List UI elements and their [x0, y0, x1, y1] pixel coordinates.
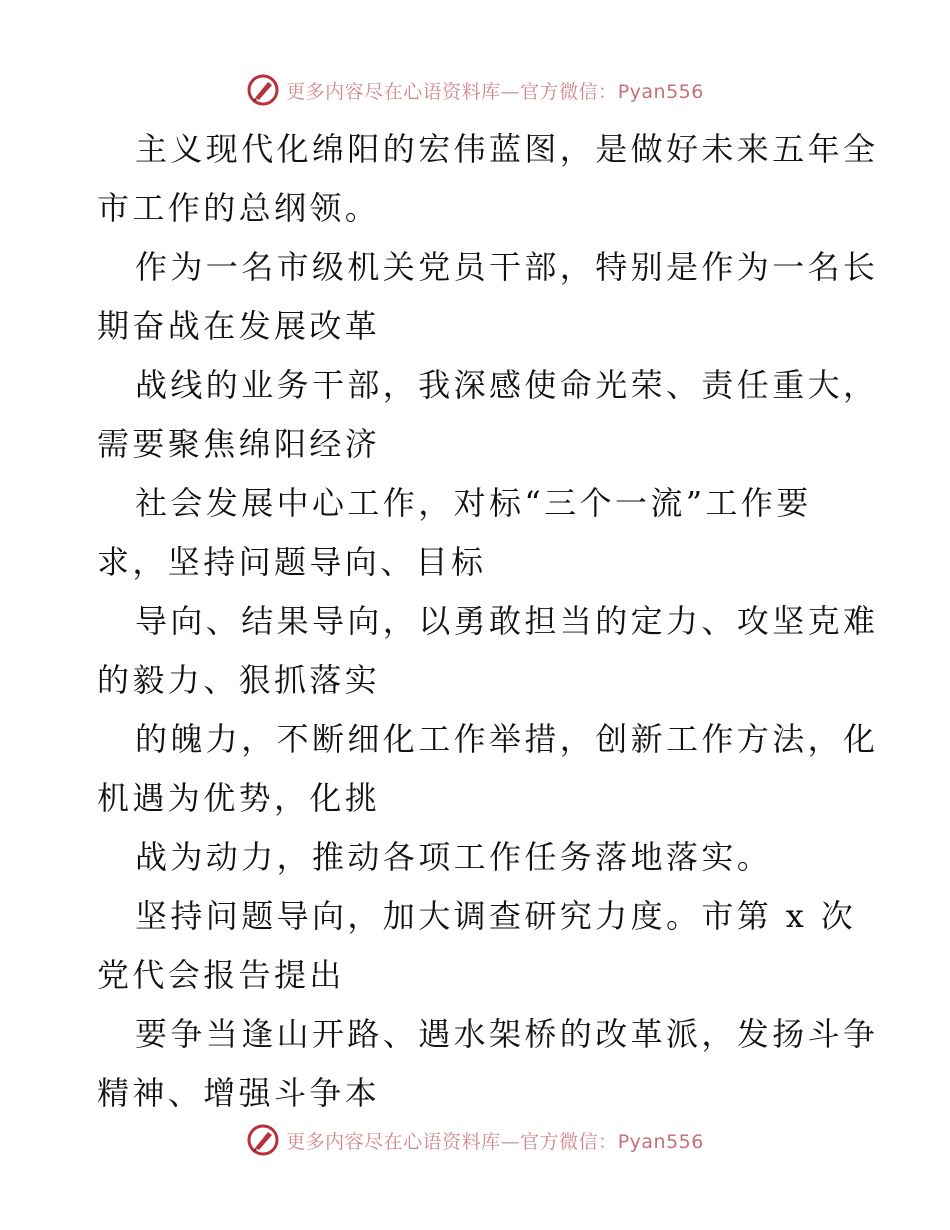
footer-watermark [0, 1120, 950, 1160]
paragraph-4: 社会发展中心工作，对标“三个一流”工作要 求，坚持问题导向、目标 [97, 484, 812, 581]
watermark-text: 更多内容尽在心语资料库—官方微信：Pyan556 [286, 1130, 704, 1153]
document-body [97, 120, 879, 1123]
paragraph-7: 战为动力，推动各项工作任务落地落实。 [135, 838, 773, 876]
watermark-text: 更多内容尽在心语资料库—官方微信：Pyan556 [286, 80, 704, 103]
paragraph-2: 作为一名市级机关党员干部，特别是作为一名长 期奋战在发展改革 [97, 248, 879, 345]
paragraph-1: 主义现代化绵阳的宏伟蓝图，是做好未来五年全 市工作的总纲领。 [97, 130, 879, 227]
paragraph-8: 坚持问题导向，加大调查研究力度。市第 x 次 党代会报告提出 [97, 897, 857, 994]
paragraph-3: 战线的业务干部，我深感使命光荣、责任重大， 需要聚焦绵阳经济 [97, 366, 879, 463]
header-watermark [0, 70, 950, 110]
pen-emblem-icon [246, 73, 280, 107]
pen-emblem-icon [246, 1123, 280, 1157]
paragraph-5: 导向、结果导向，以勇敢担当的定力、攻坚克难 的毅力、狠抓落实 [97, 602, 879, 699]
paragraph-9: 要争当逢山开路、遇水架桥的改革派，发扬斗争 精神、增强斗争本 [97, 1015, 879, 1112]
paragraph-6: 的魄力，不断细化工作举措，创新工作方法，化 机遇为优势，化挑 [97, 720, 879, 817]
